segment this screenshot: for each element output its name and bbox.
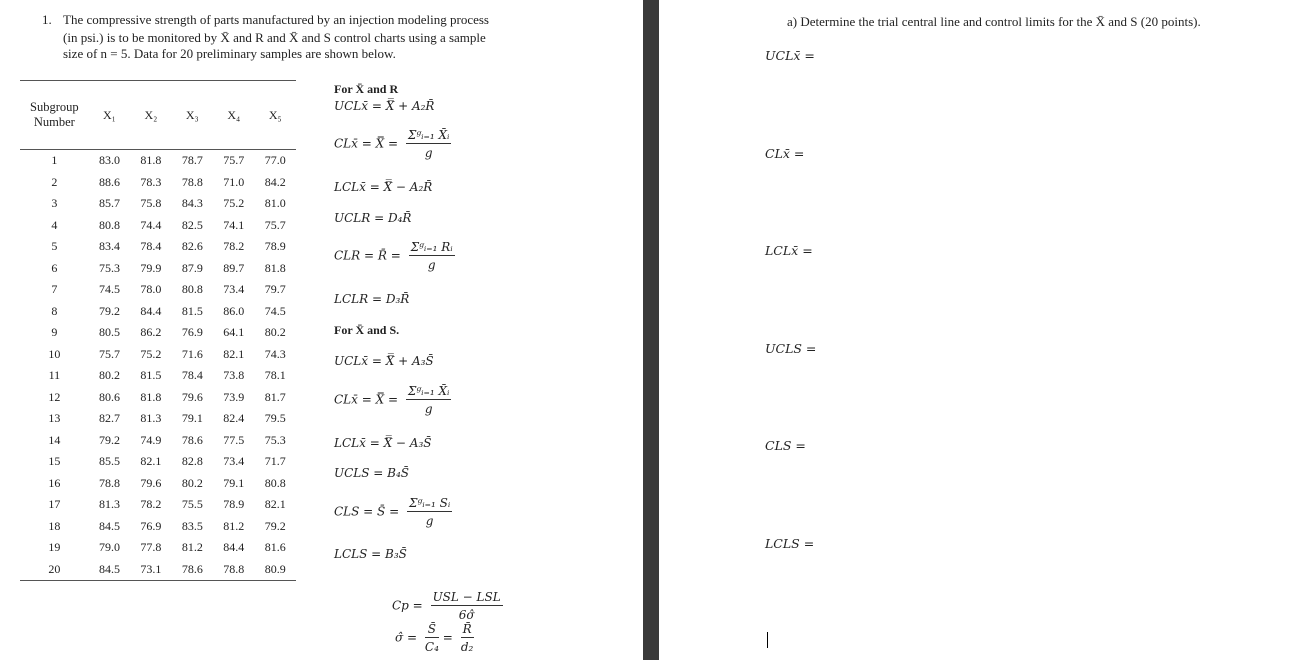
measurement-cell: 79.7 xyxy=(264,282,286,297)
measurement-cell: 81.8 xyxy=(264,260,286,275)
table-row xyxy=(20,236,296,258)
measurement-cell: 82.8 xyxy=(181,454,203,469)
measurement-cell: 73.4 xyxy=(223,282,245,297)
header-subgroup-number: Subgroup Number xyxy=(20,81,89,150)
subgroup-number-cell: 4 xyxy=(51,217,58,232)
part-a-title: a) Determine the trial central line and control limits for the X̄ and S (20 points). xyxy=(787,14,1201,29)
table-row xyxy=(20,301,296,323)
measurement-cell: 85.5 xyxy=(98,454,120,469)
measurement-cell: 73.4 xyxy=(223,454,245,469)
header-x5: X₅ xyxy=(254,81,296,150)
measurement-cell: 87.9 xyxy=(181,260,203,275)
header-x4: X₄ xyxy=(213,81,254,150)
formula-cl-r: CLR = R̄ = $\frac{\text{Σᵍᵢ₌₁ Rᵢ}}{g}$ xyxy=(334,240,453,272)
measurement-cell: 81.8 xyxy=(140,153,162,168)
measurement-cell: 80.2 xyxy=(264,325,286,340)
subgroup-number-cell: 19 xyxy=(48,540,61,555)
measurement-cell: 77.5 xyxy=(223,432,245,447)
subgroup-number-cell: 14 xyxy=(48,432,61,447)
measurement-cell: 75.7 xyxy=(264,217,286,232)
answer-ucl-xbar: UCLx̄ = xyxy=(765,48,815,63)
header-x2: X₂ xyxy=(130,81,171,150)
formula-ucl-s: UCLS = B₄S̄ xyxy=(334,466,410,480)
formula-header-xbar-r: For X̄ and R xyxy=(334,82,399,96)
measurement-cell: 82.1 xyxy=(264,497,286,512)
formula-ucl-xbar-r: UCLx̄ = X̿ + A₂R̄ xyxy=(334,99,435,113)
measurement-cell: 77.8 xyxy=(140,540,162,555)
data-table xyxy=(20,80,296,581)
table-body xyxy=(20,150,296,581)
measurement-cell: 75.7 xyxy=(98,346,120,361)
table-row xyxy=(20,322,296,344)
table-row xyxy=(20,279,296,301)
formula-cl-xbar-s: CLx̄ = X̿ = $\frac{\text{Σᵍᵢ₌₁ X̄ᵢ}}{g}$ xyxy=(334,384,450,416)
measurement-cell: 78.8 xyxy=(181,174,203,189)
measurement-cell: 79.5 xyxy=(264,411,286,426)
measurement-cell: 78.7 xyxy=(181,153,203,168)
measurement-cell: 75.8 xyxy=(140,196,162,211)
answer-lcl-xbar: LCLx̄ = xyxy=(765,243,813,258)
measurement-cell: 78.0 xyxy=(140,282,162,297)
question-text-line-1: The compressive strength of parts manufactured by an injection modeling process xyxy=(63,12,489,27)
measurement-cell: 80.2 xyxy=(181,475,203,490)
measurement-cell: 79.1 xyxy=(181,411,203,426)
measurement-cell: 83.5 xyxy=(181,518,203,533)
measurement-cell: 77.0 xyxy=(264,153,286,168)
measurement-cell: 80.8 xyxy=(264,475,286,490)
measurement-cell: 73.9 xyxy=(223,389,245,404)
measurement-cell: 84.2 xyxy=(264,174,286,189)
table-row xyxy=(20,451,296,473)
subgroup-number-cell: 9 xyxy=(51,325,58,340)
left-document-page xyxy=(0,0,643,660)
subgroup-number-cell: 1 xyxy=(51,153,58,168)
measurement-cell: 75.2 xyxy=(140,346,162,361)
subgroup-number-cell: 3 xyxy=(51,196,58,211)
question-text-line-2: (in psi.) is to be monitored by X̄ and R and X̄ and S control charts using a sample xyxy=(63,30,486,45)
measurement-cell: 78.6 xyxy=(172,559,213,581)
measurement-cell: 83.4 xyxy=(98,239,120,254)
formula-header-xbar-s: For X̄ and S. xyxy=(334,323,400,337)
header-x1: X₁ xyxy=(89,81,130,150)
header-x3: X₃ xyxy=(172,81,213,150)
measurement-cell: 82.1 xyxy=(223,346,245,361)
table-row xyxy=(20,365,296,387)
measurement-cell: 74.5 xyxy=(98,282,120,297)
measurement-cell: 78.6 xyxy=(181,432,203,447)
measurement-cell: 79.2 xyxy=(264,518,286,533)
answer-lcl-s: LCLS = xyxy=(765,536,815,551)
subgroup-number-cell: 15 xyxy=(48,454,61,469)
subgroup-number-cell: 17 xyxy=(48,497,61,512)
measurement-cell: 79.2 xyxy=(98,432,120,447)
measurement-cell: 73.8 xyxy=(223,368,245,383)
measurement-cell: 82.6 xyxy=(181,239,203,254)
measurement-cell: 81.3 xyxy=(140,411,162,426)
table-row xyxy=(20,193,296,215)
right-document-page[interactable] xyxy=(659,0,1309,660)
measurement-cell: 71.6 xyxy=(181,346,203,361)
table-row xyxy=(20,172,296,194)
measurement-cell: 84.4 xyxy=(140,303,162,318)
subgroup-number-cell: 20 xyxy=(20,559,89,581)
measurement-cell: 78.8 xyxy=(213,559,254,581)
measurement-cell: 74.4 xyxy=(140,217,162,232)
measurement-cell: 78.1 xyxy=(264,368,286,383)
measurement-cell: 81.0 xyxy=(264,196,286,211)
formula-sigma-hat: σ̂ = $\frac{S̄}{\text{C₄}}$ = $\frac{R̄}{\text{d₂}}$ xyxy=(395,622,474,654)
text-cursor xyxy=(767,632,768,648)
page-divider xyxy=(643,0,659,660)
measurement-cell: 74.9 xyxy=(140,432,162,447)
measurement-cell: 82.5 xyxy=(181,217,203,232)
measurement-cell: 78.4 xyxy=(140,239,162,254)
measurement-cell: 82.7 xyxy=(98,411,120,426)
answer-ucl-s: UCLS = xyxy=(765,341,817,356)
table-row xyxy=(20,150,296,172)
measurement-cell: 81.3 xyxy=(98,497,120,512)
table-row xyxy=(20,430,296,452)
measurement-cell: 75.7 xyxy=(223,153,245,168)
measurement-cell: 76.9 xyxy=(140,518,162,533)
measurement-cell: 79.6 xyxy=(181,389,203,404)
formula-cl-s: CLS = S̄ = $\frac{\text{Σᵍᵢ₌₁ Sᵢ}}{g}$ xyxy=(334,496,451,528)
answer-cl-s: CLS = xyxy=(765,438,806,453)
formula-cp: Cp = $\frac{\text{USL − LSL}}{6\sigmâ}$ xyxy=(392,590,501,622)
table-row xyxy=(20,473,296,495)
formula-lcl-xbar-s: LCLx̄ = X̿ − A₃S̄ xyxy=(334,436,432,450)
subgroup-number-cell: 11 xyxy=(48,368,61,383)
measurement-cell: 76.9 xyxy=(181,325,203,340)
measurement-cell: 75.5 xyxy=(181,497,203,512)
measurement-cell: 81.8 xyxy=(140,389,162,404)
measurement-cell: 78.2 xyxy=(223,239,245,254)
measurement-cell: 74.3 xyxy=(264,346,286,361)
measurement-cell: 80.6 xyxy=(98,389,120,404)
subgroup-number-cell: 13 xyxy=(48,411,61,426)
subgroup-number-cell: 7 xyxy=(51,282,58,297)
formula-ucl-r: UCLR = D₄R̄ xyxy=(334,211,412,225)
measurement-cell: 88.6 xyxy=(98,174,120,189)
measurement-cell: 83.0 xyxy=(98,153,120,168)
table-row xyxy=(20,258,296,280)
table-row xyxy=(20,559,296,581)
subgroup-number-cell: 2 xyxy=(51,174,58,189)
formula-ucl-xbar-s: UCLx̄ = X̿ + A₃S̄ xyxy=(334,354,434,368)
measurement-cell: 75.3 xyxy=(264,432,286,447)
table-row xyxy=(20,408,296,430)
measurement-cell: 75.3 xyxy=(98,260,120,275)
table-row xyxy=(20,516,296,538)
formula-lcl-r: LCLR = D₃R̄ xyxy=(334,292,410,306)
measurement-cell: 81.5 xyxy=(181,303,203,318)
measurement-cell: 78.3 xyxy=(140,174,162,189)
formula-lcl-xbar-r: LCLx̄ = X̿ − A₂R̄ xyxy=(334,180,433,194)
measurement-cell: 85.7 xyxy=(98,196,120,211)
formula-lcl-s: LCLS = B₃S̄ xyxy=(334,547,407,561)
measurement-cell: 81.2 xyxy=(223,518,245,533)
measurement-cell: 86.2 xyxy=(140,325,162,340)
measurement-cell: 81.7 xyxy=(264,389,286,404)
measurement-cell: 78.9 xyxy=(223,497,245,512)
question-number: 1. xyxy=(42,12,52,27)
measurement-cell: 79.1 xyxy=(223,475,245,490)
measurement-cell: 73.1 xyxy=(130,559,171,581)
measurement-cell: 79.2 xyxy=(98,303,120,318)
table-row xyxy=(20,344,296,366)
measurement-cell: 80.5 xyxy=(98,325,120,340)
measurement-cell: 82.4 xyxy=(223,411,245,426)
measurement-cell: 71.0 xyxy=(223,174,245,189)
subgroup-number-cell: 6 xyxy=(51,260,58,275)
measurement-cell: 79.9 xyxy=(140,260,162,275)
measurement-cell: 84.3 xyxy=(181,196,203,211)
subgroup-number-cell: 12 xyxy=(48,389,61,404)
measurement-cell: 81.6 xyxy=(264,540,286,555)
measurement-cell: 84.4 xyxy=(223,540,245,555)
subgroup-number-cell: 16 xyxy=(48,475,61,490)
measurement-cell: 89.7 xyxy=(223,260,245,275)
measurement-cell: 84.5 xyxy=(89,559,130,581)
subgroup-number-cell: 18 xyxy=(48,518,61,533)
measurement-cell: 64.1 xyxy=(223,325,245,340)
subgroup-number-cell: 10 xyxy=(48,346,61,361)
measurement-cell: 86.0 xyxy=(223,303,245,318)
measurement-cell: 80.8 xyxy=(98,217,120,232)
measurement-cell: 74.1 xyxy=(223,217,245,232)
measurement-cell: 80.2 xyxy=(98,368,120,383)
table-row xyxy=(20,215,296,237)
measurement-cell: 75.2 xyxy=(223,196,245,211)
measurement-cell: 71.7 xyxy=(264,454,286,469)
formula-cl-xbar-r: CLx̄ = X̿ = $\frac{\text{Σᵍᵢ₌₁ X̄ᵢ}}{g}$ xyxy=(334,128,450,160)
subgroup-number-cell: 5 xyxy=(51,239,58,254)
measurement-cell: 78.8 xyxy=(98,475,120,490)
table-row xyxy=(20,387,296,409)
measurement-cell: 84.5 xyxy=(98,518,120,533)
measurement-cell: 81.5 xyxy=(140,368,162,383)
table-header-row xyxy=(20,81,296,150)
measurement-cell: 80.8 xyxy=(181,282,203,297)
table-row xyxy=(20,494,296,516)
table-row xyxy=(20,537,296,559)
measurement-cell: 79.0 xyxy=(98,540,120,555)
measurement-cell: 78.9 xyxy=(264,239,286,254)
measurement-cell: 80.9 xyxy=(254,559,296,581)
answer-cl-xbar: CLx̄ = xyxy=(765,146,805,161)
subgroup-number-cell: 8 xyxy=(51,303,58,318)
measurement-cell: 79.6 xyxy=(140,475,162,490)
measurement-cell: 78.2 xyxy=(140,497,162,512)
question-text-line-3: size of n = 5. Data for 20 preliminary samples are shown below. xyxy=(63,46,396,61)
measurement-cell: 82.1 xyxy=(140,454,162,469)
measurement-cell: 74.5 xyxy=(264,303,286,318)
measurement-cell: 78.4 xyxy=(181,368,203,383)
measurement-cell: 81.2 xyxy=(181,540,203,555)
